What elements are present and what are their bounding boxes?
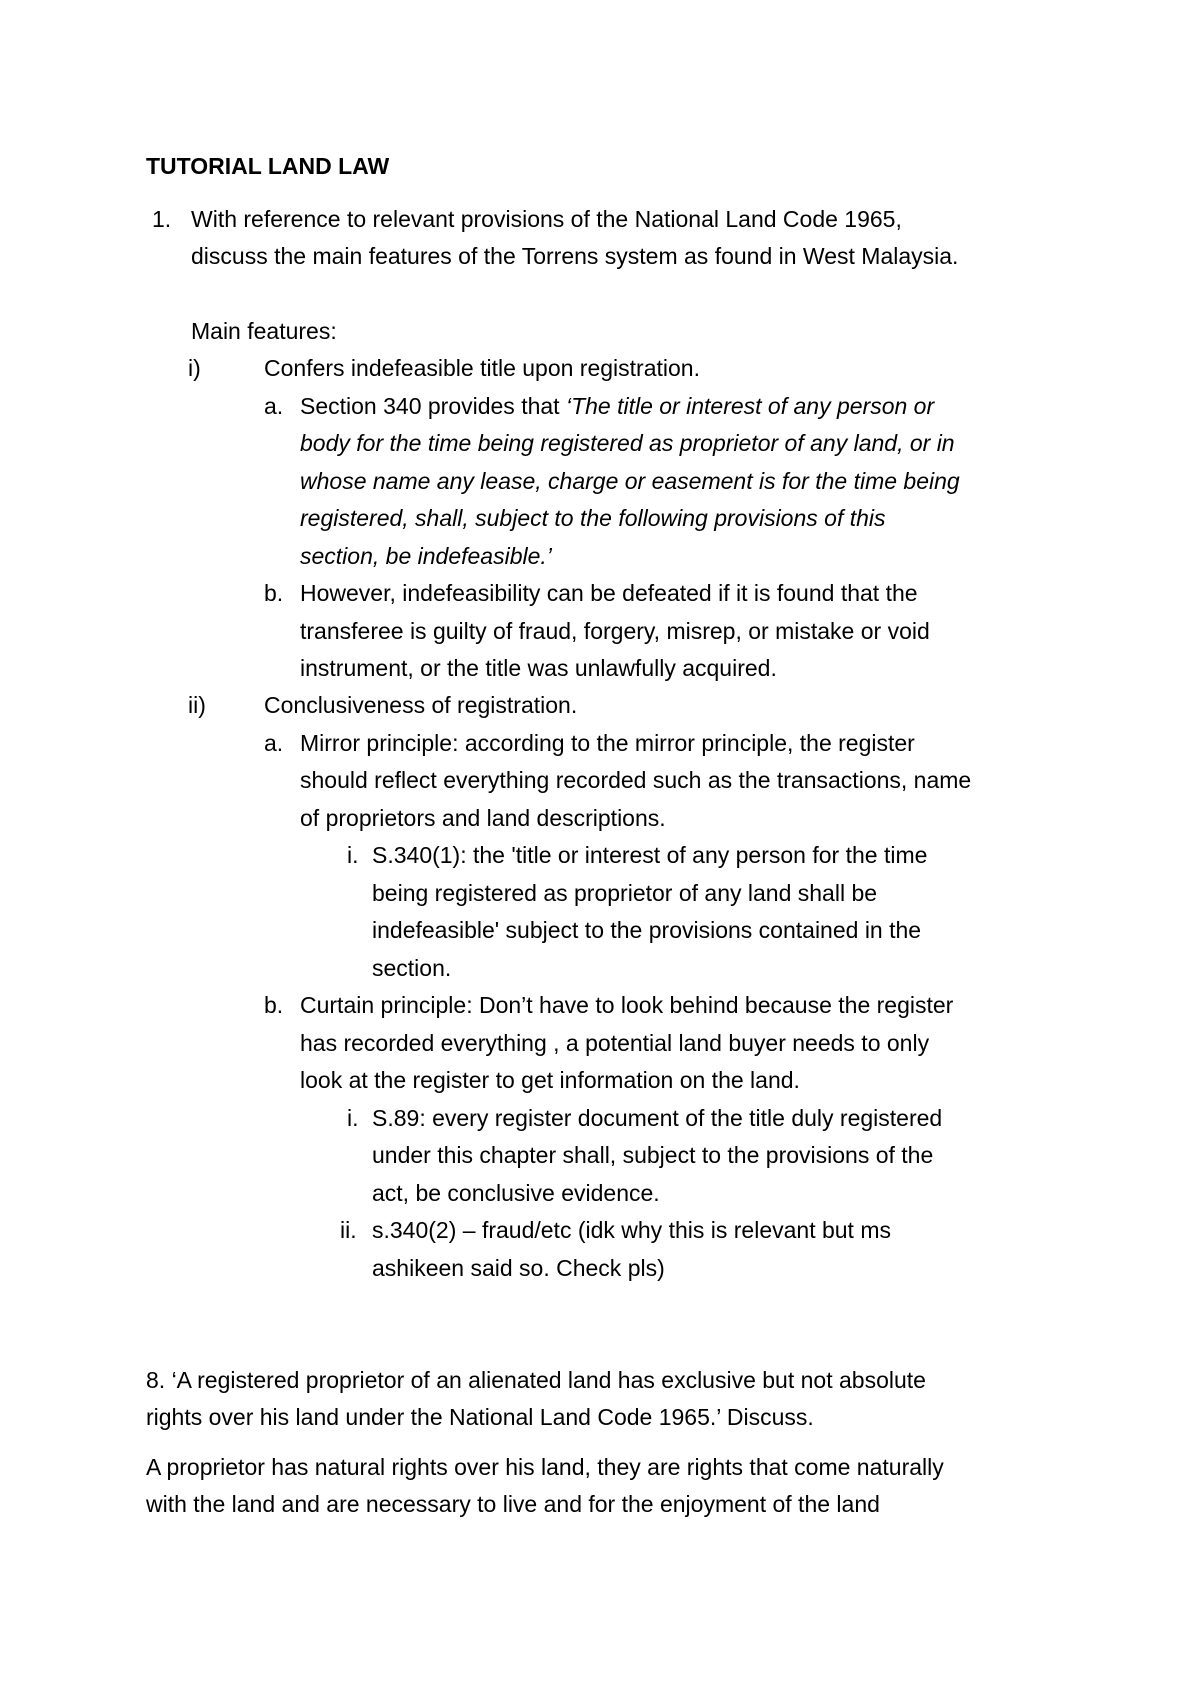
q8-answer-line-1: A proprietor has natural rights over his land, they are rights that come naturally xyxy=(146,1454,944,1480)
mirror-principle-line-3: of proprietors and land descriptions. xyxy=(300,805,666,831)
feature-1-marker: i) xyxy=(188,355,201,381)
q8-answer-line-2: with the land and are necessary to live and for the enjoyment of the land xyxy=(146,1491,880,1517)
section-340-quote-line-3: whose name any lease, charge or easement is for the time being xyxy=(300,468,960,494)
section-340-quote-start: ‘The title or interest of any person or xyxy=(565,393,935,419)
q8-question-line-1: 8. ‘A registered proprietor of an alienated land has exclusive but not absolute xyxy=(146,1367,926,1393)
feature-2a-marker: a. xyxy=(264,730,284,756)
q1-question-line-2: discuss the main features of the Torrens system as found in West Malaysia. xyxy=(191,243,959,269)
section-340-quote-line-2: body for the time being registered as proprietor of any land, or in xyxy=(300,430,955,456)
q1-number: 1. xyxy=(152,206,172,232)
q1-question-line-1: With reference to relevant provisions of the National Land Code 1965, xyxy=(191,206,902,232)
feature-2-marker: ii) xyxy=(188,692,206,718)
feature-2a-i-marker: i. xyxy=(347,842,359,868)
mirror-principle-line-1: Mirror principle: according to the mirror principle, the register xyxy=(300,730,915,756)
s340-1-line-4: section. xyxy=(372,955,452,981)
feature-2-heading: Conclusiveness of registration. xyxy=(264,692,578,718)
curtain-principle-line-3: look at the register to get information on the land. xyxy=(300,1067,800,1093)
feature-1b-line-2: transferee is guilty of fraud, forgery, misrep, or mistake or void xyxy=(300,618,930,644)
feature-1a-marker: a. xyxy=(264,393,284,419)
feature-2b-i-marker: i. xyxy=(347,1105,359,1131)
main-features-label: Main features: xyxy=(191,318,337,344)
s340-1-line-3: indefeasible' subject to the provisions contained in the xyxy=(372,917,922,943)
s340-1-line-2: being registered as proprietor of any land shall be xyxy=(372,880,878,906)
curtain-principle-line-2: has recorded everything , a potential land buyer needs to only xyxy=(300,1030,930,1056)
feature-1b-line-1: However, indefeasibility can be defeated if it is found that the xyxy=(300,580,918,606)
s340-2-line-1: s.340(2) – fraud/etc (idk why this is relevant but ms xyxy=(372,1217,891,1243)
mirror-principle-line-2: should reflect everything recorded such as the transactions, name xyxy=(300,767,972,793)
feature-2b-marker: b. xyxy=(264,992,284,1018)
s340-2-line-2: ashikeen said so. Check pls) xyxy=(372,1255,665,1281)
s89-line-1: S.89: every register document of the title duly registered xyxy=(372,1105,943,1131)
feature-1-heading: Confers indefeasible title upon registration. xyxy=(264,355,700,381)
feature-1b-marker: b. xyxy=(264,580,284,606)
q8-question-line-2: rights over his land under the National Land Code 1965.’ Discuss. xyxy=(146,1404,814,1430)
feature-1b-line-3: instrument, or the title was unlawfully acquired. xyxy=(300,655,777,681)
feature-1a-line-1 xyxy=(300,391,934,421)
section-340-quote-line-5: section, be indefeasible.’ xyxy=(300,543,552,569)
curtain-principle-line-1: Curtain principle: Don’t have to look behind because the register xyxy=(300,992,954,1018)
document-title: TUTORIAL LAND LAW xyxy=(146,153,390,179)
section-340-quote-line-4: registered, shall, subject to the following provisions of this xyxy=(300,505,886,531)
feature-2b-ii-marker: ii. xyxy=(340,1217,357,1243)
feature-1a-lead: Section 340 provides that xyxy=(300,393,566,419)
s89-line-3: act, be conclusive evidence. xyxy=(372,1180,660,1206)
s89-line-2: under this chapter shall, subject to the provisions of the xyxy=(372,1142,934,1168)
s340-1-line-1: S.340(1): the 'title or interest of any person for the time xyxy=(372,842,928,868)
